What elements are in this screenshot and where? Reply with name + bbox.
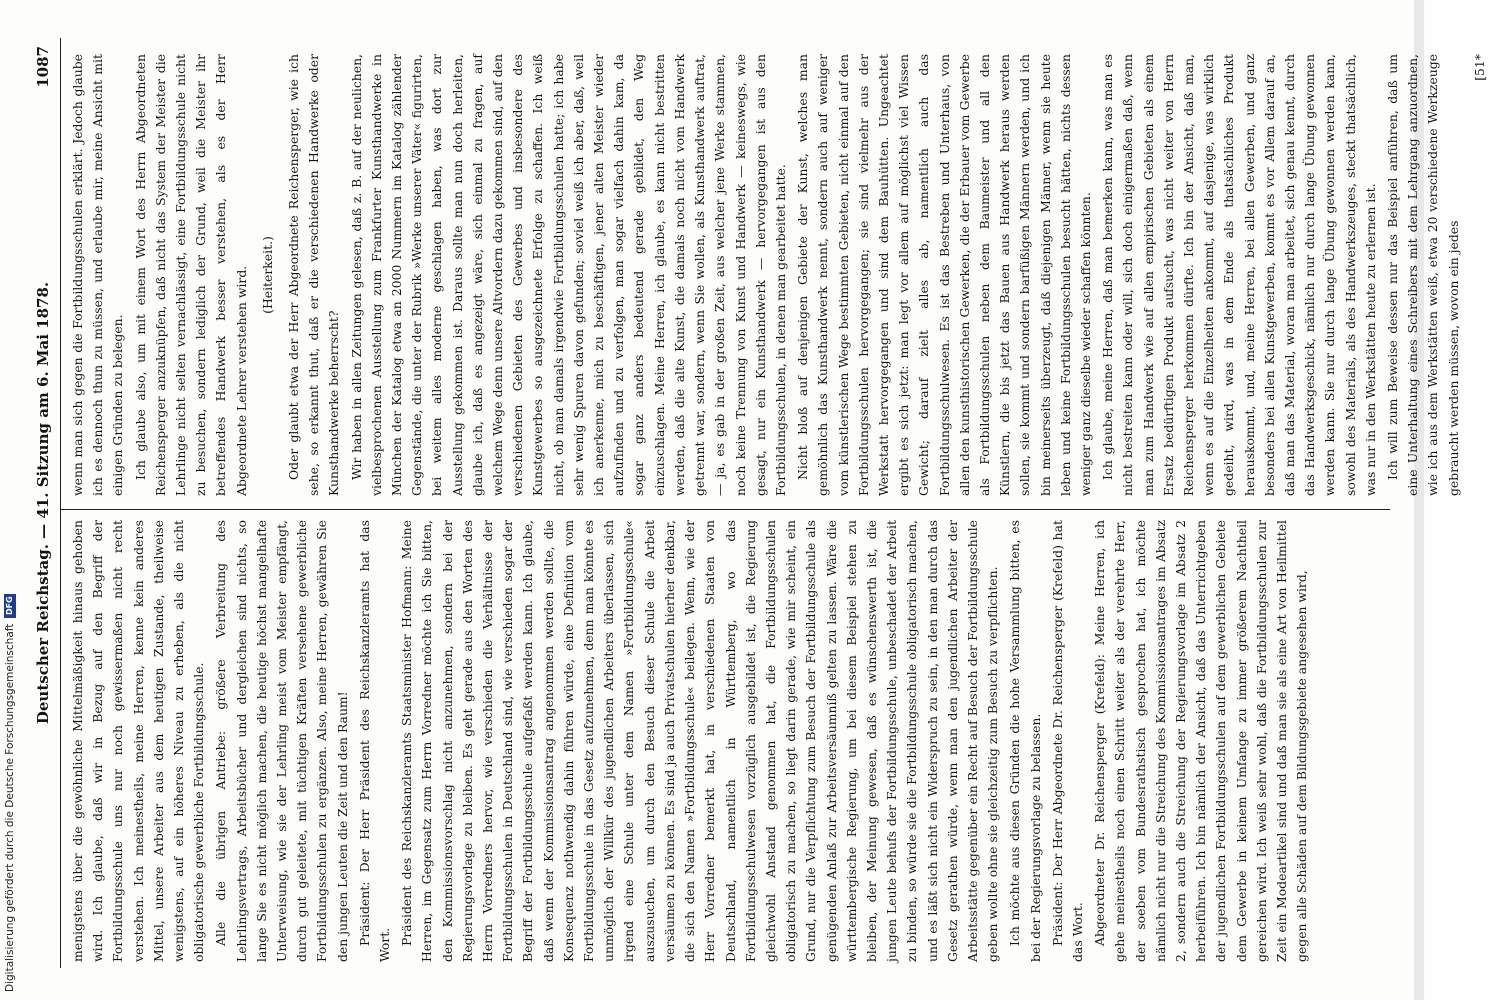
paragraph: menigstens über die gewöhnliche Mittelmäßigkeit hinaus gehoben wird. Ich glaube, daß wir in Bezug auf den Begriff der Fortbildungsschule uns nur noch gewissermaßen nicht recht verstehen. Ich meinestheils, meine Herren, kenne kein anderes Mittel, unsere Arbeiter aus dem heutigen Zustande, theilweise wenigstens, auf ein höheres Niveau zu erheben, als die nicht obligatorische gewerbliche Fortbildungsschule. [70, 520, 207, 962]
footer-mark: [51* [1471, 54, 1487, 81]
paragraph: Ich glaube also, um mit einem Wort des Herrn Abgeordneten Reichensperger anzuknüpfen, daß nicht das System der Meister die Lehrlinge nicht selten vernachlässigt, eine Fortbildungsschule nicht zu besuchen, sondern lediglich der Grund, weil die Meister ihr betreffendes Handwerk besser verstehen, als es der Herr Abgeordnete Lehrer verstehen wird. [132, 54, 249, 496]
paragraph: wenn man sich gegen die Fortbildungsschulen erklärt. Jedoch glaube ich es dennoch thun zu müssen, und erlaube mir, meine Ansicht mit einigen Gründen zu belegen. [70, 54, 126, 496]
credit-text: Digitalisierung gefördert durch die Deutsche Forschungsgemeinschaft [4, 623, 16, 992]
rotated-page-content [30, 38, 1487, 968]
paragraph: Ich möchte aus diesen Gründen die hohe Versammlung bitten, es bei der Regierungsvorlage zu belassen. [1007, 520, 1043, 962]
digitization-credit [4, 594, 16, 992]
paragraph: Nicht bloß auf denjenigen Gebiete der Kunst, welches man gemöhnlich das Kunsthandwerk nennt, sondern auch auf weniger vom künstlerischen Wege bestimmten Gebieten, nicht einmal auf den Fortbildungsschulen hervorgegangen; sie sind vielmehr aus der Werkstatt hervorgegangen und sind dem Bauhütten. Ungeachtet ergibt es sich jetzt: man legt vor allem auf möglichst viel Wissen Gewicht; darauf zielt alles ab, namentlich auch das Fortbildungsschulwesen. Es ist das Bestreben und Unterhaus, von allen den kunsthistorischen Gewerken, die der Erbauer vom Gewerbe als Fortbildungsschulen neben dem Baumeister und all den Künstlern, die bis jetzt das Bauen aus Handwerk heraus werden sollen, sie kommt und sondern barfüßigen Männern werden, und ich bin meinerseits überzeugt, daß diejenigen Männer, wenn sie heute leben und keine Fortbildungsschulen besucht hätten, nichts dessen weniger ganz dieselbe wieder schaffen könnten. [795, 54, 1093, 496]
speaker-paragraph: Präsident: Der Herr Abgeordnete Dr. Reichensperger (Krefeld) hat das Wort. [1049, 520, 1085, 962]
header-rule [60, 38, 61, 968]
page-number: 1087 [34, 46, 52, 88]
paragraph: Ich glaube, meine Herren, daß man bemerken kann, was man es nicht bestreiten kann oder will, sich doch einigermaßen daß, wenn man zum Handwerk wie auf allen empirischen Gebieten als einem Ersatz bedürftigen Produkt aufsucht, was nicht weiter von Herrn Reichensperger herkommen dürfte. Ich bin der Ansicht, daß man, wenn es auf die Einzelheiten ankommt, auf dasjenige, was wirklich gedeiht, wird, was in dem Ende als thatsächliches Produkt herauskommt, und, meine Herren, bei allen Gewerben, und ganz besonders bei allen Kunstgewerben, kommt es vor Allem darauf an, daß man das Material, woran man arbeitet, sich genau kennt, durch das Handwerksgeschick, nämlich nur durch lange Übung gewonnen werden kann. Sie nur durch lange Übung gewonnen werden kann, sowohl des Materials, als des Handwerkszeuges, steckt thatsächlich, was nur in den Werkstätten heute zu erlernen ist. [1100, 54, 1378, 496]
paragraph: Oder glaubt etwa der Herr Abgeordnete Reichensperger, wie ich sehe, so erkannt thut, daß er die verschiedenen Handwerke oder Kunsthandwerke beherrscht? [286, 54, 342, 496]
column-divider [60, 509, 1390, 510]
speaker-paragraph: Präsident: Der Herr Präsident des Reichskanzleramts hat das Wort. [356, 520, 393, 962]
left-column [68, 520, 1393, 962]
paragraph: Alle die übrigen Antriebe: größere Verbreitung des Lehrlingsvertrags, Arbeitsbücher und dergleichen sind nichts, so lange Sie es nicht möglich machen, die heutige höchst mangelhafte Unterweisung, wie sie der Lehrling meist vom Meister empfängt, durch gut geleitete, mit tüchtigen Kräften versehene gewerbliche Fortbildungsschulen zu ergänzen. Also, meine Herren, gewähren Sie den jungen Leuten die Zeit und den Raum! [213, 520, 350, 962]
paragraph: Wir haben in allen Zeitungen gelesen, daß z. B. auf der neulichen, vielbesprochenen Ausstellung zum Frankfurter Kunsthandwerke in München der Katalog etwa an 2000 Nummern im Katalog zählender Gegenstände, die unter der Rubrik »Werke unserer Väter« figurirten, bei weitem alles moderne geschlagen haben, was dort zur Ausstellung gekommen ist. Daraus sollte man nun doch herleiten, glaube ich, daß es angezeigt wäre, sich einmal zu fragen, auf welchem Wege denn unsere Altvordern dazu gekommen sind, auf den verschiedenen Gebieten des Gewerbes und insbesondere des Kunstgewerbes so ausgezeichnete Erfolge zu schaffen. Ich weiß nicht, ob man damals irgendwie Fortbildungsschulen hatte; ich habe sehr wenig Spuren davon gefunden; soviel weiß ich aber, daß, weil ich anerkenne, mich zu beschäftigen, jener alten Meister wieder aufzufinden und zu verfolgen, man sogar vielfach dahin kam, da sogar ganz anders bedeutend gerade gebildet, den Weg einzuschlagen. Meine Herren, ich glaube, es kann nicht bestritten werden, daß die alte Kunst, die damals noch nicht vom Handwerk getrennt war, sondern, wenn Sie wollen, als Kunsthandwerk auftrat, — ja, es gab in der großen Zeit, aus welcher jene Werke stammen, noch keine Trennung von Kunst und Handwerk — keineswegs, wie gesagt, nur ein Kunsthandwerk — hervorgegangen ist aus den Fortbildungsschulen, in denen man gearbeitet hatte. [348, 54, 788, 496]
page-title: Deutscher Reichstag. — 41. Sitzung am 6. Mai 1878. [34, 281, 52, 725]
dfg-logo: DFG [4, 594, 16, 618]
page-header [30, 38, 60, 968]
speaker-paragraph: Präsident des Reichskanzleramts Staatsminister Hofmann: Meine Herren, im Gegensatz zum Herrn Vorredner möchte ich Sie bitten, den Kommissionsvorschlag nicht anzunehmen, sondern bei der Regierungsvorlage zu bleiben. Es geht gerade aus den Worten des Herrn Vorredners hervor, wie verschieden die Verhältnisse der Fortbildungsschulen in Deutschland sind, wie verschieden sogar der Begriff der Fortbildungsschule aufgefaßt werden kann. Ich glaube, daß wenn der Kommissionsantrag angenommen werden sollte, die Konsequenz nothwendig dahin führen würde, eine Definition vom Fortbildungsschule in das Gesetz aufzunehmen, denn man könnte es unmöglich der Willkür des jugendlichen Arbeiters überlassen, sich irgend eine Schule unter dem Namen »Fortbildungsschule« auszusuchen, um durch den Besuch dieser Schule die Arbeit versäumen zu können. Es sind ja auch Privatschulen hierher denkbar, die sich den Namen »Fortbildungsschule« beilegen. Wenn, wie der Herr Vorredner bemerkt hat, in verschiedenen Staaten von Deutschland, namentlich in Württemberg, wo das Fortbildungsschulwesen vorzüglich ausgebildet ist, die Regierung gleichwohl Anstand genommen hat, die Fortbildungsschulen obligatorisch zu machen, so liegt darin gerade, wie mir scheint, ein Grund, nur die Verpflichtung zum Besuch der Fortbildungsschule als genügenden Anlaß zur Arbeitsversäumniß gelten zu lassen. Wäre die württembergische Regierung, um bei diesem Beispiel stehen zu bleiben, der Meinung gewesen, daß es wünschenswerth ist, die jungen Leute behufs der Fortbildungsschule, unbeschadet der Arbeit zu binden, so würde sie die Fortbildungsschule obligatorisch machen, und es läßt sich nicht ein Widerspruch zu sein, in den man durch das Gesetz gerathen würde, wenn man den jugendlichen Arbeiter der Arbeitsstätte gegenüber ein Recht auf Besuch der Fortbildungsschule geben wollte ohne sie gleichzeitig zum Besuch zu verpflichten. [399, 520, 1001, 962]
right-column [68, 54, 1487, 496]
paragraph: Ich will zum Beweise dessen nur das Beispiel anführen, daß um eine Unterhaltung eines Schreibers mit dem Lehrgang anzuordnen, wie ich aus dem Werkstätten weiß, etwa 20 verschiedene Werkzeuge gebraucht werden müssen, wovon ein jedes [1385, 54, 1461, 496]
speaker-paragraph: Abgeordneter Dr. Reichensperger (Krefeld): Meine Herren, ich gehe meinestheils noch einen Schritt weiter als der verehrte Herr, der soeben vom Bundesrathstisch gesprochen hat, ich möchte nämlich nicht nur die Streichung des Kommissionsantrages im Absatz 2, sondern auch die Streichung der Regierungsvorlage im Absatz 2 herbeiführen. Ich bin nämlich der Ansicht, daß das Unterrichtgeben der jugendlichen Fortbildungsschulen auf dem gewerblichen Gebiete dem Gewerbe in keinem Umfange zu immer größerem Nachtheil gereichen wird. Ich weiß sehr wohl, daß die Fortbildungsschulen zur Zeit ein Modeartikel sind und daß man sie als eine Art von Heilmittel gegen alle Schäden auf dem Bildungsgebiete angesehen wird, [1092, 520, 1310, 962]
interjection: (Heiterkeit.) [259, 236, 275, 314]
